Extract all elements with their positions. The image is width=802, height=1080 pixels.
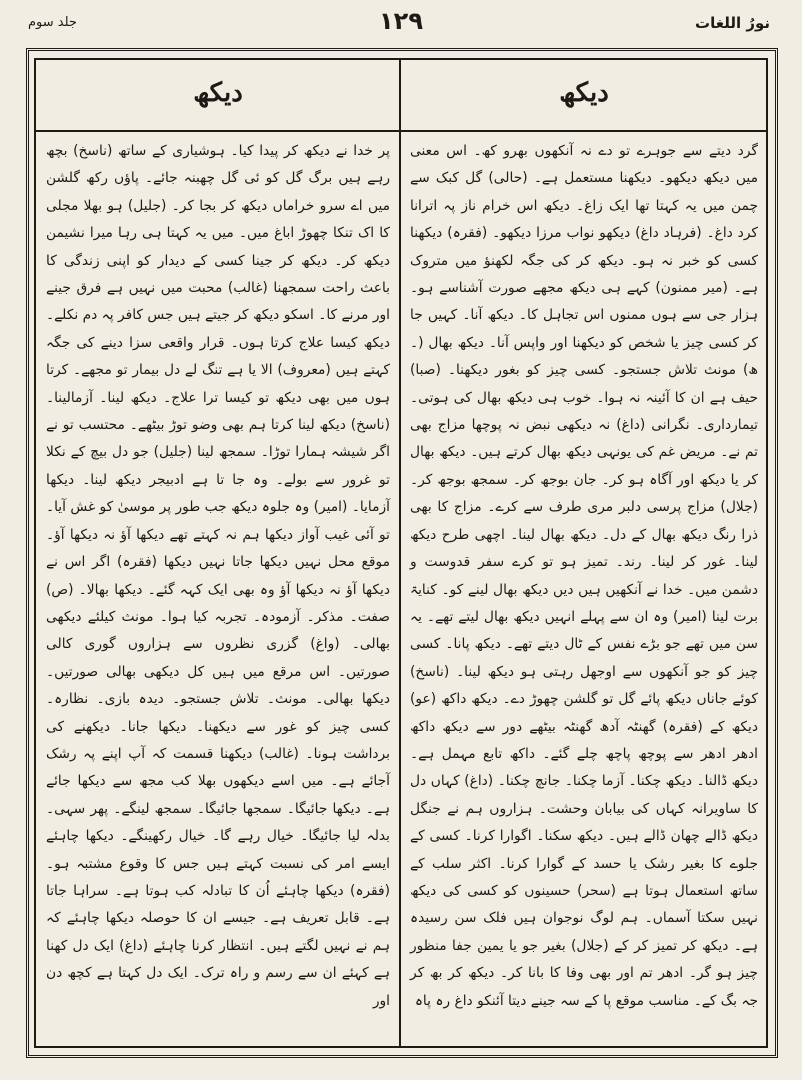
column-divider (399, 60, 401, 1046)
left-column-paragraph: پر خدا نے دیکھ کر پیدا کیا۔ ہوشیاری کے ساتھ (ناسخ) بچھ رہے ہیں برگ گل کو ئی گل چھبنہ جائے۔ پاؤں رکھ گلشن میں اے سرو خراماں دیکھ کر بجا کر۔ (جلیل) ہو بھلا مجلی کا اک تنکا چھوڑ اباغ میں۔ میں یہ کہتا ہی رہا میرا نشیمن دیکھ کر۔ دیکھ کر جینا کسی کے دیدار کو اپنی زندگی کا باعث راحت سمجھنا (غالب) محبت میں نہیں ہے فرق جینے اور مرنے کا۔ اسکو دیکھ کر جیتے ہیں جس کافر پہ دم نکلے۔ دیکھ کیسا علاج کرتا ہوں۔ قرار واقعی سزا دینے کی جگہ کہتے ہیں (معروف) الا یا ہے تنگ لے دل بیمار تو مجھے۔ کرتا ہوں میں بھی دیکھ تو کیسا ترا علاج۔ دیکھ لینا۔ آزمالینا۔ (ناسخ) دیکھ لینا کرتا ہم بھی وضو توڑ بیٹھے۔ محتسب تو نے اگر شیشہ ہمارا توڑا۔ سمجھ لینا (جلیل) جو دل بیچ کے نکلا تو غرور سے بولے۔ وہ جا تا ہے ادبیجر دیکھ لینا۔ دیکھا آزمایا۔ (امیر) وہ جلوہ دیکھ جب طور پر موسیٰ کو غش آیا۔ تو آئی غیب آواز دیکھا ہم نہ کہتے تھے دیکھا آؤ نہ دیکھا آؤ۔ موقع محل نہیں دیکھا جاتا نہیں دیکھا (فقرہ) اگر اس نے دیکھا آؤ نہ دیکھا آؤ وہ بھی ایک کہہ گئے۔ دیکھا بھالا۔ (ص) صفت۔ مذکر۔ آزمودہ۔ تجربہ کیا ہوا۔ مونث کیلئے دیکھی بھالی۔ (واغ) گزری نظروں سے ہزاروں گوری کالی صورتیں۔ اس مرقع میں ہیں کل دیکھی بھالی صورتیں۔ دیکھا بھالی۔ مونث۔ تلاش جستجو۔ دیدہ بازی۔ نظارہ۔ کسی چیز کو غور سے دیکھنا۔ دیکھا جانا۔ دیکھنے کی برداشت ہونا۔ (غالب) دیکھنا قسمت کہ آپ اپنے پہ رشک آجائے ہے۔ میں اسے دیکھوں بھلا کب مجھ سے دیکھا جائے ہے۔ دیکھا جائیگا۔ سمجھا جائیگا۔ سمجھ لینگے۔ پھر سہی۔ بدلہ لیا جائیگا۔ خیال رہے گا۔ خیال رکھینگے۔ دیکھا چاہئے ایسے امر کی نسبت کہتے ہیں جس کا وقوع مشتبہ ہو۔ (فقرہ) دیکھا چاہئے اُن کا تبادلہ کب ہوتا ہے۔ سراہا جاتا ہے۔ قابل تعریف ہے۔ جیسے ان کا حوصلہ دیکھا چاہئے کہ ہم نے نہیں لگتے ہیں۔ انتظار کرنا چاہئے (داغ) ایک دل کھنا ہے کہئے ان سے رسم و راہ ترک۔ ایک دل کہتا ہے کچھ دن اور (46, 143, 390, 1009)
left-column-text (40, 138, 396, 1038)
right-column-text (404, 138, 764, 1038)
page-number: ۱۲۹ (379, 7, 423, 35)
title-rule (36, 130, 766, 132)
right-column-paragraph: گرد دیتے سے جوہرے تو دے نہ آنکھوں بھرو کھ۔ اس معنی میں دیکھ دیکھو۔ دیکھنا مستعمل ہے۔ (حالی) گل کبک سے چمن میں یہ کہتا تھا ایک زاغ۔ دیکھ اس خرام ناز پہ اترانا کرد داغ۔ (فرہاد داغ) دیکھو نواب مرزا دیکھو۔ (فقرہ) دیکھنا کسی کو خبر نہ ہو۔ دیکھ کر کی جگہ لکھنؤ میں متروک ہے۔ (میر ممنون) کہے ہی دیکھ مجھے صورت آشناسے ہو۔ ہزار جی سے ہوں ممنوں اس تجاہل کا۔ دیکھ آنا۔ کہیں جا کر کسی چیز یا شخص کو دیکھنا اور واپس آنا۔ دیکھ بھال (۔ھ) مونث تلاش جستجو۔ کسی چیز کو بغور دیکھنا۔ (صبا) حیف ہے ان کا آئینہ نہ ہوا۔ خوب ہی دیکھ بھال کی ہوتی۔ تیمارداری۔ نگرانی (داغ) نہ دیکھی نبض نہ پوچھا مزاج بھی تم نے۔ مریض غم کی یونہی دیکھ بھال کرتے ہیں۔ دیکھ بھال کر یا دیکھ اور آگاہ ہو کر۔ جان بوجھ کر۔ سمجھ بوجھ کر۔ (جلال) مزاج پرسی دلبر مری طرف سے کرے۔ مزاج کا بھی ذرا رنگ دیکھ بھال کے دل۔ دیکھ بھال لینا۔ اچھی طرح دیکھ لینا۔ غور کر لینا۔ رند۔ تمیز ہو تو کرے سفر قدوست و دشمن میں۔ خدا نے آنکھیں ہیں دیں دیکھ بھال لینے کو۔ کنایۃ برت لینا (امیر) وہ ان سے پہلے انہیں دیکھ بھال لیتے تھے۔ یہ سن میں تھے جو بڑے نفس کے ٹال دیتے تھے۔ دیکھ پانا۔ کسی چیز کو جو آنکھوں سے اوجھل رہتی ہو دیکھ لینا۔ (ناسخ) کوئے جاناں دیکھ پائے گل تو گلشن چھوڑ دے۔ دیکھ داکھ (عو) دیکھ کے (فقرہ) گھنٹہ آدھ گھنٹہ بیٹھے دور سے دیکھ داکھ ادھر ادھر سے پوچھ پاچھ چلے گئے۔ داکھ تابع مہمل ہے۔ دیکھ ڈالنا۔ دیکھ چکنا۔ آزما چکنا۔ جانچ چکنا۔ (داغ) کہاں دل کا ساویرانہ کہاں کی بیابان وحشت۔ ہزاروں ہم نے جنگل دیکھ ڈالے چھان ڈالے ہیں۔ دیکھ سکنا۔ اگوارا کرنا۔ کسی کے جلوے کا بغیر رشک یا حسد کے گوارا کرنا۔ اکثر سلب کے ساتھ استعمال ہوتا ہے (سحر) حسینوں کو کسی کی دیکھ نہیں سکتا آسماں۔ ہم لوگ نوجوان ہیں فلک سن رسیدہ ہے۔ دیکھ کر تمیز کر کے (جلال) بغیر جو یا یمین جفا منظور چیز ہو گر۔ ادھر تم اور بھی وفا کا بانا کر۔ دیکھ کر بھ کر جہ بگ کے۔ مناسب موقع پا کے سہ جینے دیتا آئنکو داغ رہ پاہ (410, 143, 758, 1009)
right-column-title: دیکھ (559, 78, 609, 108)
volume-label: جلد سوم (28, 15, 77, 30)
left-column-title: دیکھ (193, 78, 243, 108)
book-title: نورُ اللغات (695, 14, 770, 32)
